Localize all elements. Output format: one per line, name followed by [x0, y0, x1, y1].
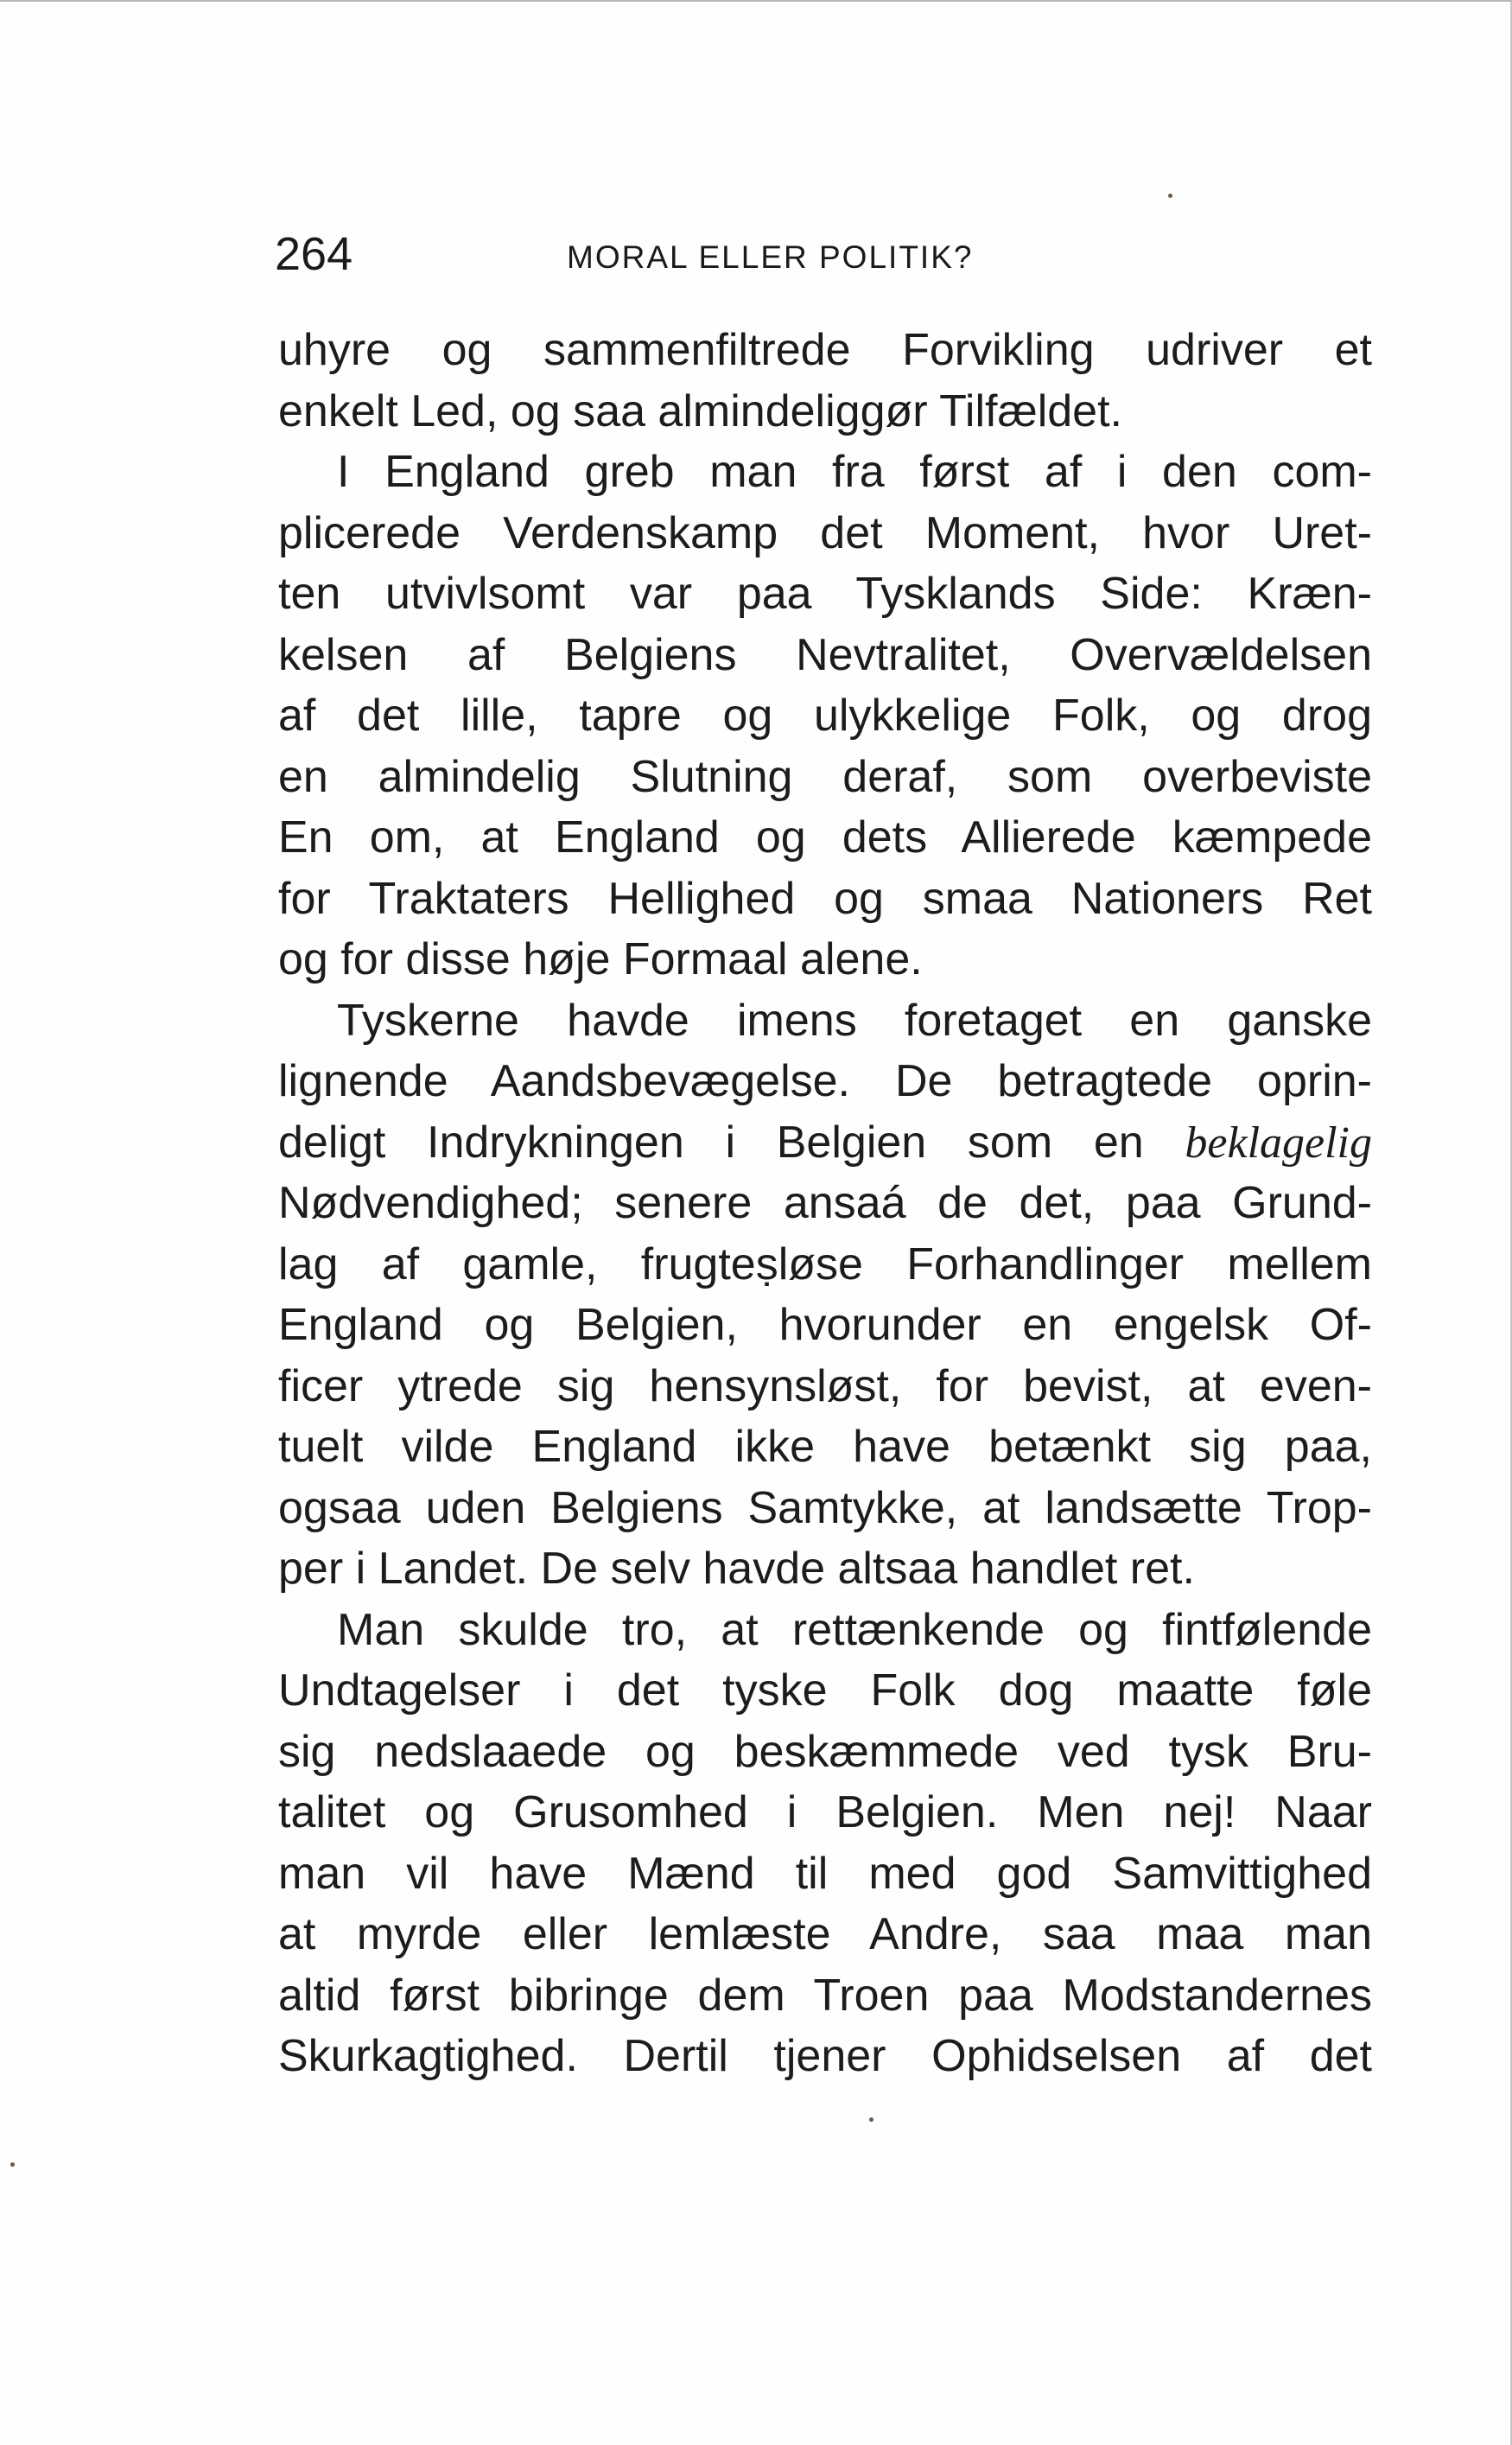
- text-line: altid først bibringe dem Troen paa Modstandernes: [278, 1970, 1372, 2021]
- text-line: Undtagelser i det tyske Folk dog maatte føle: [278, 1665, 1372, 1716]
- text-line: ten utvivlsomt var paa Tysklands Side: Kræn-: [278, 569, 1372, 619]
- text-line: talitet og Grusomhed i Belgien. Men nej! Naar: [278, 1787, 1372, 1837]
- paper-speck: [1168, 194, 1172, 198]
- text-line: af det lille, tapre og ulykkelige Folk, og drog: [278, 691, 1372, 741]
- text-line: I England greb man fra først af i den com-: [337, 447, 1372, 497]
- text-line: tuelt vilde England ikke have betænkt sig paa,: [278, 1422, 1372, 1472]
- text-line: Man skulde tro, at rettænkende og fintfølende: [337, 1604, 1372, 1655]
- text-line: En om, at England og dets Allierede kæmpede: [278, 812, 1372, 863]
- text-fragment: deligt Indrykningen i Belgien som en: [278, 1117, 1144, 1168]
- page-header: [275, 223, 1372, 292]
- text-line: sig nedslaaede og beskæmmede ved tysk Bru-: [278, 1726, 1372, 1777]
- text-line: [278, 1112, 1372, 1174]
- text-line: man vil have Mænd til med god Samvittighed: [278, 1848, 1372, 1899]
- text-line: uhyre og sammenfiltrede Forvikling udriver et: [278, 325, 1372, 375]
- text-line: ogsaa uden Belgiens Samtykke, at landsætte Trop-: [278, 1482, 1372, 1533]
- text-line: lag af gamle, frugteṣløse Forhandlinger mellem: [278, 1238, 1372, 1289]
- text-line: enkelt Led, og saa almindeliggør Tilfældet.: [278, 385, 1122, 436]
- text-line: Nødvendighed; senere ansaá de det, paa Grund-: [278, 1178, 1372, 1228]
- text-line: kelsen af Belgiens Nevtralitet, Overvældelsen: [278, 629, 1372, 680]
- body-text: [278, 320, 1372, 2087]
- text-line: Tyskerne havde imens foretaget en ganske: [337, 995, 1372, 1046]
- text-line: Skurkagtighed. Dertil tjener Ophidselsen af det: [278, 2031, 1372, 2081]
- text-line: per i Landet. De selv havde altsaa handlet ret.: [278, 1544, 1195, 1594]
- text-line: en almindelig Slutning deraf, som overbeviste: [278, 751, 1372, 802]
- text-line: England og Belgien, hvorunder en engelsk Of-: [278, 1300, 1372, 1350]
- running-title: MORAL ELLER POLITIK?: [567, 239, 974, 275]
- text-line: for Traktaters Hellighed og smaa Nationers Ret: [278, 873, 1372, 924]
- text-line: og for disse høje Formaal alene.: [278, 934, 923, 984]
- page-number: 264: [275, 228, 353, 280]
- italic-word: beklagelig: [1185, 1117, 1373, 1168]
- text-line: lignende Aandsbevægelse. De betragtede oprin-: [278, 1056, 1372, 1106]
- paper-speck: [10, 2162, 15, 2167]
- paper-speck: [869, 2117, 874, 2122]
- text-line: ficer ytrede sig hensynsløst, for bevist, at even-: [278, 1360, 1372, 1411]
- text-line: at myrde eller lemlæste Andre, saa maa man: [278, 1909, 1372, 1959]
- text-line: plicerede Verdenskamp det Moment, hvor Uret-: [278, 507, 1372, 558]
